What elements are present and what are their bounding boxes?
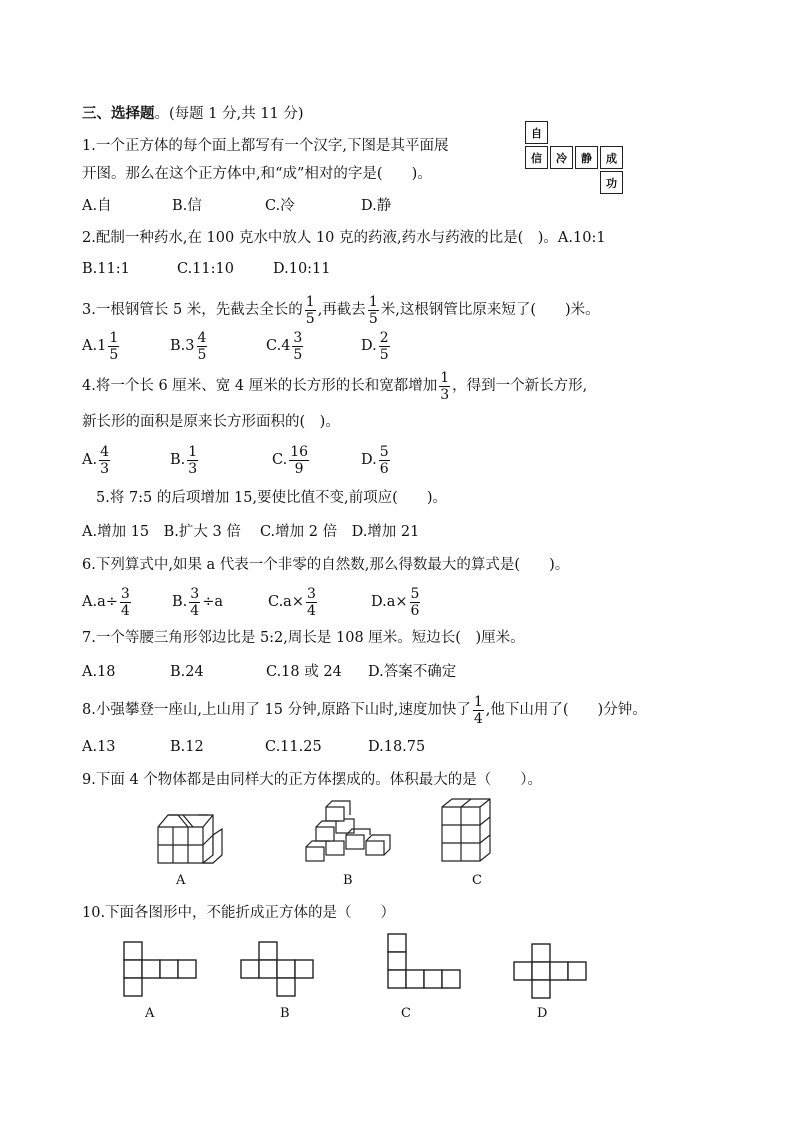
q3-option-c bbox=[266, 326, 305, 366]
denominator: 4 bbox=[190, 602, 200, 619]
q10-net-a bbox=[124, 942, 196, 996]
denominator: 6 bbox=[379, 460, 389, 477]
q7-option-c: C.18 或 24 bbox=[266, 664, 342, 680]
net-b-sq6 bbox=[295, 960, 313, 978]
net-c-sq5 bbox=[424, 970, 442, 988]
q10-net-b bbox=[241, 942, 313, 996]
option-label: C. bbox=[272, 452, 288, 468]
option-label: B. bbox=[170, 338, 186, 354]
denominator: 4 bbox=[120, 602, 130, 619]
net-d-sq5 bbox=[568, 962, 586, 980]
numerator: 3 bbox=[293, 329, 303, 346]
section-title: 三、选择题 bbox=[82, 105, 155, 122]
net-c-sq1 bbox=[388, 934, 406, 952]
numerator: 16 bbox=[290, 443, 309, 460]
q9-figure-a bbox=[158, 815, 222, 863]
q10-net-c bbox=[388, 934, 460, 988]
q1-option-c: C.冷 bbox=[265, 198, 295, 214]
q4-option-d bbox=[361, 440, 392, 480]
numerator: 1 bbox=[368, 293, 378, 310]
q4-text-2: ，得到一个新长方形, bbox=[452, 378, 588, 394]
net-cell-zi: 自 bbox=[525, 121, 548, 144]
q8-text-1: 8.小强攀登一座山,上山用了 15 分钟,原路下山时,速度加快了 bbox=[82, 702, 471, 718]
q4-option-c bbox=[272, 440, 311, 480]
option-prefix: D.a× bbox=[371, 594, 408, 610]
q2-option-d: D.10:11 bbox=[273, 261, 331, 277]
numerator: 2 bbox=[379, 329, 389, 346]
q9-figure-b bbox=[306, 801, 390, 861]
q3-fraction-1 bbox=[305, 295, 316, 326]
numerator: 1 bbox=[440, 369, 450, 386]
q5-options: A.增加 15 B.扩大 3 倍 C.增加 2 倍 D.增加 21 bbox=[82, 524, 420, 540]
cube-b-1 bbox=[306, 847, 324, 861]
q8-option-d: D.18.75 bbox=[368, 739, 426, 755]
denominator: 3 bbox=[440, 386, 450, 403]
q6-option-b bbox=[172, 582, 223, 622]
net-d-sq4 bbox=[550, 962, 568, 980]
q2-line1: 2.配制一种药水,在 100 克水中放人 10 克的药液,药水与药液的比是( )。A.10:1 bbox=[82, 230, 606, 246]
q10-line1: 10.下面各图形中，不能折成正方体的是（ ） bbox=[82, 905, 396, 921]
option-fraction bbox=[292, 331, 303, 362]
q3-option-a bbox=[82, 326, 121, 366]
option-fraction bbox=[197, 331, 208, 362]
net-b-sq5 bbox=[277, 978, 295, 996]
q2-option-b: B.11:1 bbox=[82, 261, 130, 277]
net-cell-gong: 功 bbox=[600, 171, 623, 194]
q8-option-b: B.12 bbox=[170, 739, 204, 755]
net-d-sq3 bbox=[532, 962, 550, 980]
option-fraction bbox=[187, 445, 198, 476]
q4-text-1: 4.将一个长 6 厘米、宽 4 厘米的长方形的长和宽都增加 bbox=[82, 378, 438, 394]
net-cell-xin: 信 bbox=[525, 146, 548, 169]
option-label: A. bbox=[82, 452, 98, 468]
net-c-sq2 bbox=[388, 952, 406, 970]
denominator: 9 bbox=[294, 460, 304, 477]
figure-a-body bbox=[158, 815, 213, 863]
q8-option-c: C.11.25 bbox=[265, 739, 322, 755]
net-b-sq1 bbox=[259, 942, 277, 960]
option-fraction bbox=[379, 445, 390, 476]
q1-option-a: A.自 bbox=[82, 198, 112, 214]
q9-line1: 9.下面 4 个物体都是由同样大的正方体摆成的。体积最大的是（ ）。 bbox=[82, 772, 543, 788]
q4-fraction-1 bbox=[439, 371, 450, 402]
option-label: C. bbox=[266, 338, 282, 354]
net-b-sq2 bbox=[241, 960, 259, 978]
q4-option-a bbox=[82, 440, 112, 480]
net-a-sq3 bbox=[142, 960, 160, 978]
numerator: 4 bbox=[100, 443, 110, 460]
numerator: 3 bbox=[306, 585, 316, 602]
q1-line1: 1.一个正方体的每个面上都写有一个汉字,下图是其平面展 bbox=[82, 138, 449, 154]
net-d-sq2 bbox=[514, 962, 532, 980]
option-fraction bbox=[120, 587, 131, 618]
q6-line1: 6.下列算式中,如果 a 代表一个非零的自然数,那么得数最大的算式是( )。 bbox=[82, 557, 570, 573]
section-note: 。(每题 1 分,共 11 分) bbox=[154, 106, 304, 122]
option-fraction bbox=[410, 587, 421, 618]
cube-b-2 bbox=[326, 841, 344, 855]
q1-cube-net-figure bbox=[525, 121, 625, 196]
cube-b-3 bbox=[346, 835, 364, 849]
cube-b-5 bbox=[316, 827, 334, 841]
option-prefix: C.a× bbox=[268, 594, 304, 610]
net-cell-jing: 静 bbox=[575, 146, 598, 169]
q9-label-c: C bbox=[472, 873, 482, 888]
q7-option-d: D.答案不确定 bbox=[368, 664, 457, 680]
whole-part: 3 bbox=[185, 338, 195, 354]
denominator: 3 bbox=[100, 460, 110, 477]
q10-label-c: C bbox=[401, 1006, 411, 1021]
net-a-sq5 bbox=[178, 960, 196, 978]
q3-option-d bbox=[361, 326, 392, 366]
option-label: A. bbox=[82, 338, 98, 354]
whole-part: 4 bbox=[281, 338, 291, 354]
q10-net-d bbox=[514, 944, 586, 998]
q6-option-d bbox=[371, 582, 422, 622]
q4-option-b bbox=[170, 440, 200, 480]
q1-option-d: D.静 bbox=[361, 198, 392, 214]
q3-text-3: 米,这根钢管比原来短了( )米。 bbox=[380, 302, 600, 318]
numerator: 1 bbox=[473, 693, 483, 710]
net-c-sq4 bbox=[406, 970, 424, 988]
denominator: 5 bbox=[109, 346, 119, 363]
q3-line1 bbox=[82, 290, 600, 330]
option-prefix: A.a÷ bbox=[82, 594, 118, 610]
q10-label-a: A bbox=[145, 1006, 155, 1021]
q8-line1 bbox=[82, 690, 647, 730]
net-a-sq6 bbox=[124, 978, 142, 996]
numerator: 1 bbox=[109, 329, 119, 346]
numerator: 3 bbox=[190, 585, 200, 602]
whole-part: 1 bbox=[97, 338, 107, 354]
net-c-sq3 bbox=[388, 970, 406, 988]
q3-text-2: ,再截去 bbox=[317, 302, 366, 318]
net-cell-leng: 冷 bbox=[550, 146, 573, 169]
option-suffix: ÷a bbox=[202, 594, 223, 610]
denominator: 5 bbox=[197, 346, 207, 363]
q9-label-a: A bbox=[176, 873, 186, 888]
q2-option-c: C.11:10 bbox=[177, 261, 234, 277]
net-a-sq2 bbox=[124, 960, 142, 978]
q6-option-c bbox=[268, 582, 319, 622]
net-b-sq3 bbox=[259, 960, 277, 978]
q8-fraction bbox=[473, 695, 484, 726]
section-header bbox=[82, 104, 304, 124]
denominator: 5 bbox=[379, 346, 389, 363]
q4-line1 bbox=[82, 366, 587, 406]
net-a-sq4 bbox=[160, 960, 178, 978]
net-c-sq6 bbox=[442, 970, 460, 988]
numerator: 4 bbox=[197, 329, 207, 346]
q3-text-1: 3.一根钢管长 5 米，先截去全长的 bbox=[82, 302, 303, 318]
numerator: 1 bbox=[188, 443, 198, 460]
q7-line1: 7.一个等腰三角形邻边比是 5:2,周长是 108 厘米。短边长( )厘米。 bbox=[82, 630, 525, 646]
q4-line2: 新长形的面积是原来长方形面积的( )。 bbox=[82, 414, 340, 430]
net-cell-cheng: 成 bbox=[600, 146, 623, 169]
q10-label-b: B bbox=[280, 1006, 290, 1021]
net-b-sq4 bbox=[277, 960, 295, 978]
q3-fraction-2 bbox=[368, 295, 379, 326]
denominator: 5 bbox=[293, 346, 303, 363]
numerator: 1 bbox=[305, 293, 315, 310]
option-fraction bbox=[379, 331, 390, 362]
option-prefix: B. bbox=[172, 594, 188, 610]
cube-b-4 bbox=[366, 841, 384, 855]
cube-b-7 bbox=[326, 807, 344, 821]
net-a-sq1 bbox=[124, 942, 142, 960]
option-label: D. bbox=[361, 452, 377, 468]
denominator: 5 bbox=[368, 310, 378, 327]
numerator: 5 bbox=[410, 585, 420, 602]
q10-label-d: D bbox=[537, 1006, 548, 1021]
q9-figure-c bbox=[442, 799, 490, 861]
option-fraction bbox=[289, 445, 309, 476]
denominator: 4 bbox=[473, 710, 483, 727]
figure-c-body bbox=[442, 799, 490, 861]
net-d-sq6 bbox=[532, 980, 550, 998]
q5-line1: 5.将 7:5 的后项增加 15,要使比值不变,前项应( )。 bbox=[96, 490, 447, 506]
denominator: 6 bbox=[410, 602, 420, 619]
option-fraction bbox=[306, 587, 317, 618]
q10-net-figures bbox=[118, 932, 598, 1002]
q1-line2: 开图。那么在这个正方体中,和“成”相对的字是( )。 bbox=[82, 166, 432, 182]
q8-option-a: A.13 bbox=[82, 739, 116, 755]
q8-text-2: ,他下山用了( )分钟。 bbox=[485, 702, 647, 718]
q1-option-b: B.信 bbox=[172, 198, 202, 214]
numerator: 5 bbox=[379, 443, 389, 460]
numerator: 3 bbox=[120, 585, 130, 602]
denominator: 5 bbox=[305, 310, 315, 327]
option-label: D. bbox=[361, 338, 377, 354]
q9-cube-figures bbox=[150, 795, 540, 870]
net-d-sq1 bbox=[532, 944, 550, 962]
option-fraction bbox=[108, 331, 119, 362]
option-fraction bbox=[99, 445, 110, 476]
q7-option-b: B.24 bbox=[170, 664, 204, 680]
q9-label-b: B bbox=[343, 873, 353, 888]
q6-option-a bbox=[82, 582, 133, 622]
denominator: 3 bbox=[188, 460, 198, 477]
denominator: 4 bbox=[306, 602, 316, 619]
q7-option-a: A.18 bbox=[82, 664, 116, 680]
option-label: B. bbox=[170, 452, 186, 468]
q3-option-b bbox=[170, 326, 209, 366]
option-fraction bbox=[189, 587, 200, 618]
